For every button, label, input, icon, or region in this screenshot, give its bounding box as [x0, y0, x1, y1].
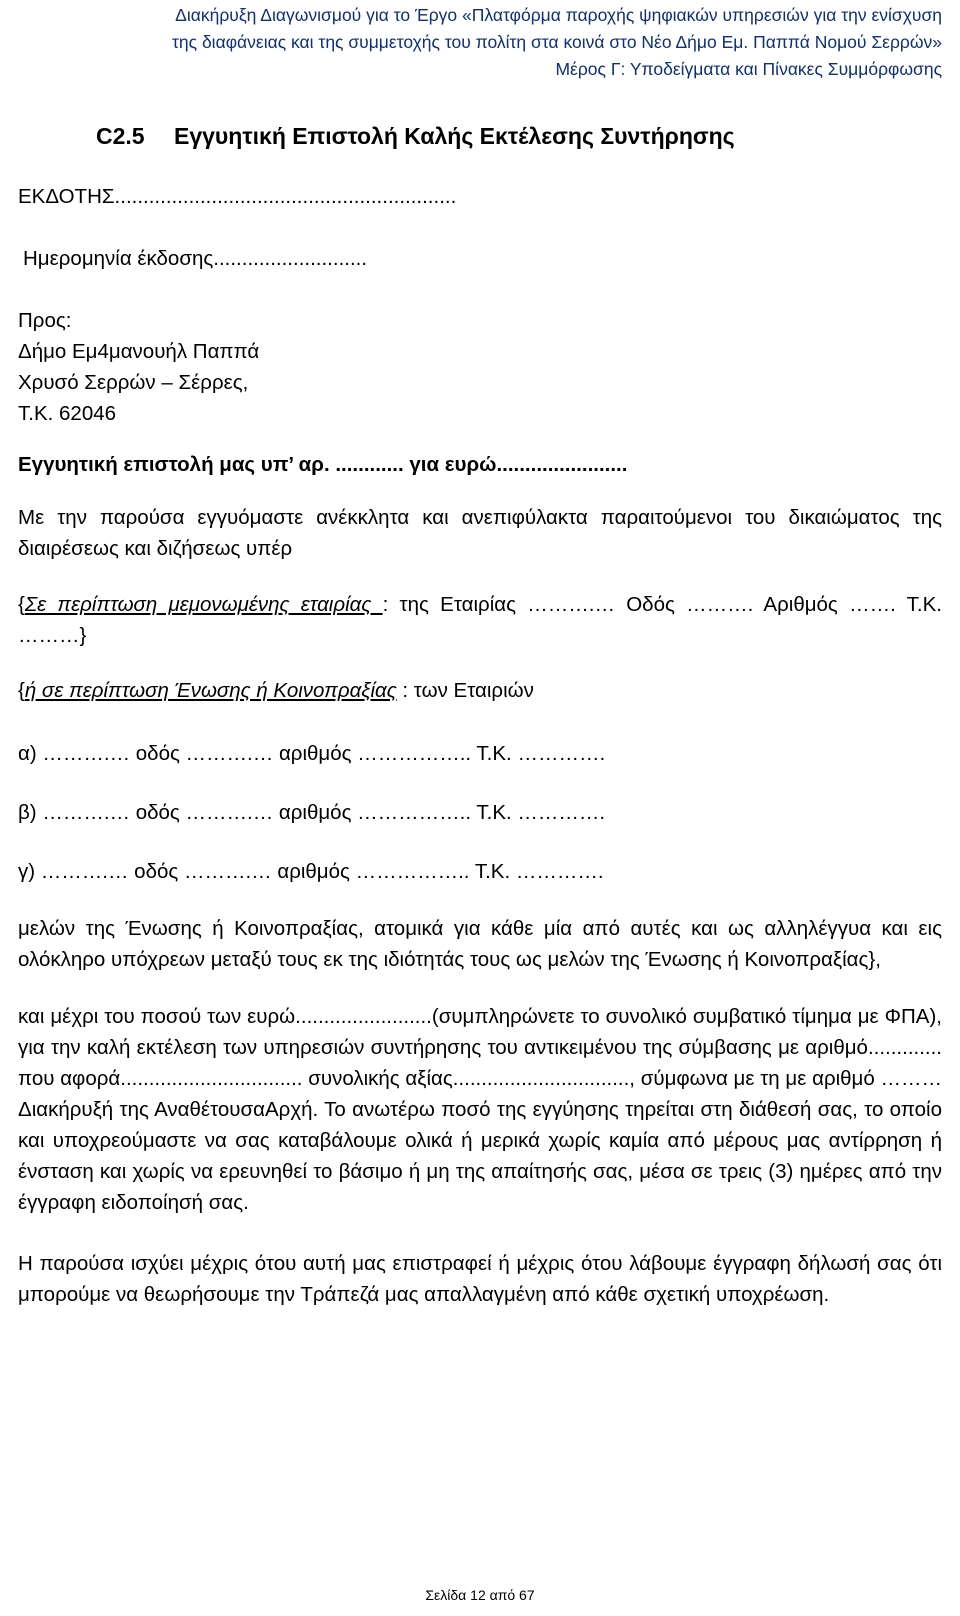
intro-paragraph: Με την παρούσα εγγυόμαστε ανέκκλητα και ανεπιφύλακτα παραιτούμενοι του δικαιώματος της διαιρέσεως και διζήσεως υπέρ: [18, 506, 942, 560]
validity-paragraph: Η παρούσα ισχύει μέχρις ότου αυτή μας επιστραφεί ή μέχρις ότου λάβουμε έγγραφη δήλωσή σας ότι μπορούμε να θεωρήσουμε την Τράπεζά μας απαλλαγμένη από κάθε σχετική υποχρέωση.: [18, 1252, 942, 1306]
members-paragraph: μελών της Ένωσης ή Κοινοπραξίας, ατομικά για κάθε μία από αυτές και ως αλληλέγγυα και εις ολόκληρο υπόχρεων μεταξύ τους εκ της ιδιότητάς τους ως μελών της Ένωσης ή Κοινοπραξίας},: [18, 917, 942, 971]
recipient-line-2: Χρυσό Σερρών – Σέρρες,: [18, 371, 249, 394]
member-a-line: α) ……….… οδός ……….… αριθμός …………….. Τ.Κ. ………….: [18, 742, 606, 765]
header-line-1: Διακήρυξη Διαγωνισμού για το Έργο «Πλατφόρμα παροχής ψηφιακών υπηρεσιών για την ενίσχυση: [175, 5, 942, 25]
union-open-brace: {: [18, 679, 25, 702]
page-footer: [18, 1586, 942, 1604]
recipient-block: [18, 305, 942, 429]
member-c-line: γ) ……….… οδός ……….… αριθμός …………….. Τ.Κ. ………….: [18, 860, 604, 883]
page-number: Σελίδα 12 από 67: [425, 1587, 535, 1603]
recipient-label: Προς:: [18, 309, 72, 332]
section-title: Εγγυητική Επιστολή Καλής Εκτέλεσης Συντήρησης: [174, 123, 735, 149]
member-b-line: β) ……….… οδός ……….… αριθμός …………….. Τ.Κ. ………….: [18, 801, 606, 824]
header-line-2: της διαφάνειας και της συμμετοχής του πολίτη στα κοινά στο Νέο Δήμο Εμ. Παππά Νομού Σερρών»: [172, 32, 942, 52]
recipient-line-1: Δήμο Εμ4μανουήλ Παππά: [18, 340, 260, 363]
single-case-details: : της Εταιρίας ……….… Οδός ………. Αριθμός ……. Τ.Κ. ………}: [18, 593, 942, 647]
document-page: [18, 0, 942, 1616]
section-heading: [96, 121, 942, 151]
union-case-details: : των Εταιριών: [396, 679, 534, 702]
header-line-3: Μέρος Γ: Υποδείγματα και Πίνακες Συμμόρφωσης: [555, 59, 942, 79]
union-clause: [18, 675, 942, 706]
single-company-clause: [18, 589, 942, 651]
recipient-line-3: Τ.Κ. 62046: [18, 402, 117, 425]
single-case-label: Σε περίπτωση μεμονωμένης εταιρίας: [24, 593, 383, 616]
issue-date-line: Ημερομηνία έκδοσης...........................: [23, 247, 368, 270]
page-header: [18, 2, 942, 83]
union-case-label: ή σε περίπτωση Ένωσης ή Κοινοπραξίας: [24, 679, 397, 702]
guarantee-reference: Εγγυητική επιστολή μας υπ’ αρ. ............ για ευρώ.......................: [18, 453, 628, 476]
single-open-brace: {: [18, 593, 25, 616]
issuer-line: ΕΚΔΟΤΗΣ............................................................: [18, 185, 457, 208]
amount-paragraph: και μέχρι του ποσού των ευρώ........................(συμπληρώνετε το συνολικό συμβατικό τίμημα με ΦΠΑ), για την καλή εκτέλεση των υπηρεσιών συντήρησης του αντικειμένου της σύμβασης με αριθμό............. που αφορά................................ συνολικής αξίας..............................., σύμφωνα με τη με αριθμό ……… Διακήρυξή της ΑναθέτουσαΑρχή. Το ανωτέρω ποσό της εγγύησης τηρείται στη διάθεσή σας, το οποίο και υποχρεούμαστε να σας καταβάλουμε ολικά ή μερικά χωρίς καμία από μέρους μας αντίρρηση ή ένσταση και χωρίς να ερευνηθεί το βάσιμο ή μη της απαίτησής σας, μέσα σε τρεις (3) ημέρες από την έγγραφη ειδοποίησή σας.: [18, 1005, 942, 1214]
section-number: C2.5: [96, 123, 145, 149]
